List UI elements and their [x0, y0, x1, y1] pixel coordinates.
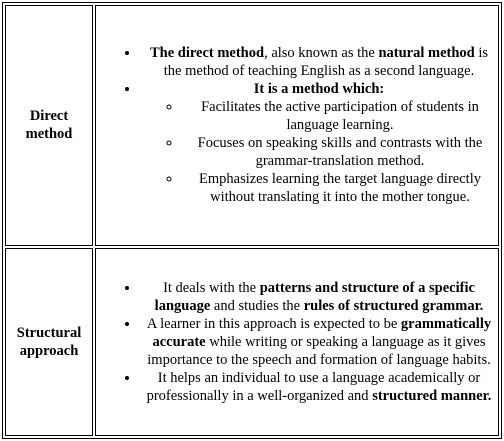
- text-bold: natural method: [378, 45, 475, 62]
- bullet-list: [96, 279, 498, 405]
- description-cell: [95, 5, 499, 246]
- text-bold: It is a method which:: [253, 81, 385, 98]
- sub-list-item: [182, 98, 498, 134]
- text-run: , also known as the: [264, 45, 379, 62]
- list-item: [140, 369, 498, 405]
- text-bold: patterns and structure of a specific language: [154, 279, 475, 314]
- table-row: [5, 248, 499, 436]
- sub-list-item: [182, 134, 498, 170]
- list-item: [140, 80, 498, 206]
- text-run: and studies the: [210, 297, 304, 314]
- comparison-table: [2, 2, 502, 439]
- table-row: [5, 5, 499, 246]
- sub-list-item: [182, 170, 498, 206]
- text-bold: grammatically accurate: [152, 315, 492, 350]
- list-item: [140, 279, 498, 315]
- bullet-list: [96, 44, 498, 206]
- text-run: Focuses on speaking skills and contrasts with the grammar-translation method.: [197, 135, 483, 170]
- text-run: is the method of teaching English as a second language.: [163, 45, 489, 80]
- sub-bullet-list: [140, 98, 498, 206]
- text-run: It deals with the: [163, 279, 260, 296]
- term-cell: Direct method: [5, 5, 93, 246]
- term-cell: Structural approach: [5, 248, 93, 436]
- text-run: Emphasizes learning the target language directly without translating it into the mother tongue.: [199, 171, 481, 206]
- list-item: [140, 44, 498, 80]
- list-item: [140, 315, 498, 369]
- text-bold: structured manner.: [372, 387, 492, 404]
- text-run: A learner in this approach is expected to be: [146, 315, 401, 332]
- text-bold: The direct method: [149, 45, 265, 62]
- text-bold: rules of structured grammar.: [303, 297, 484, 314]
- text-run: It helps an individual to use a language academically or professionally in a well-organized and: [146, 369, 481, 404]
- text-run: Facilitates the active participation of students in language learning.: [201, 99, 479, 134]
- description-cell: [95, 248, 499, 436]
- text-run: while writing or speaking a language as it gives importance to the speech and formation of language habits.: [147, 333, 491, 368]
